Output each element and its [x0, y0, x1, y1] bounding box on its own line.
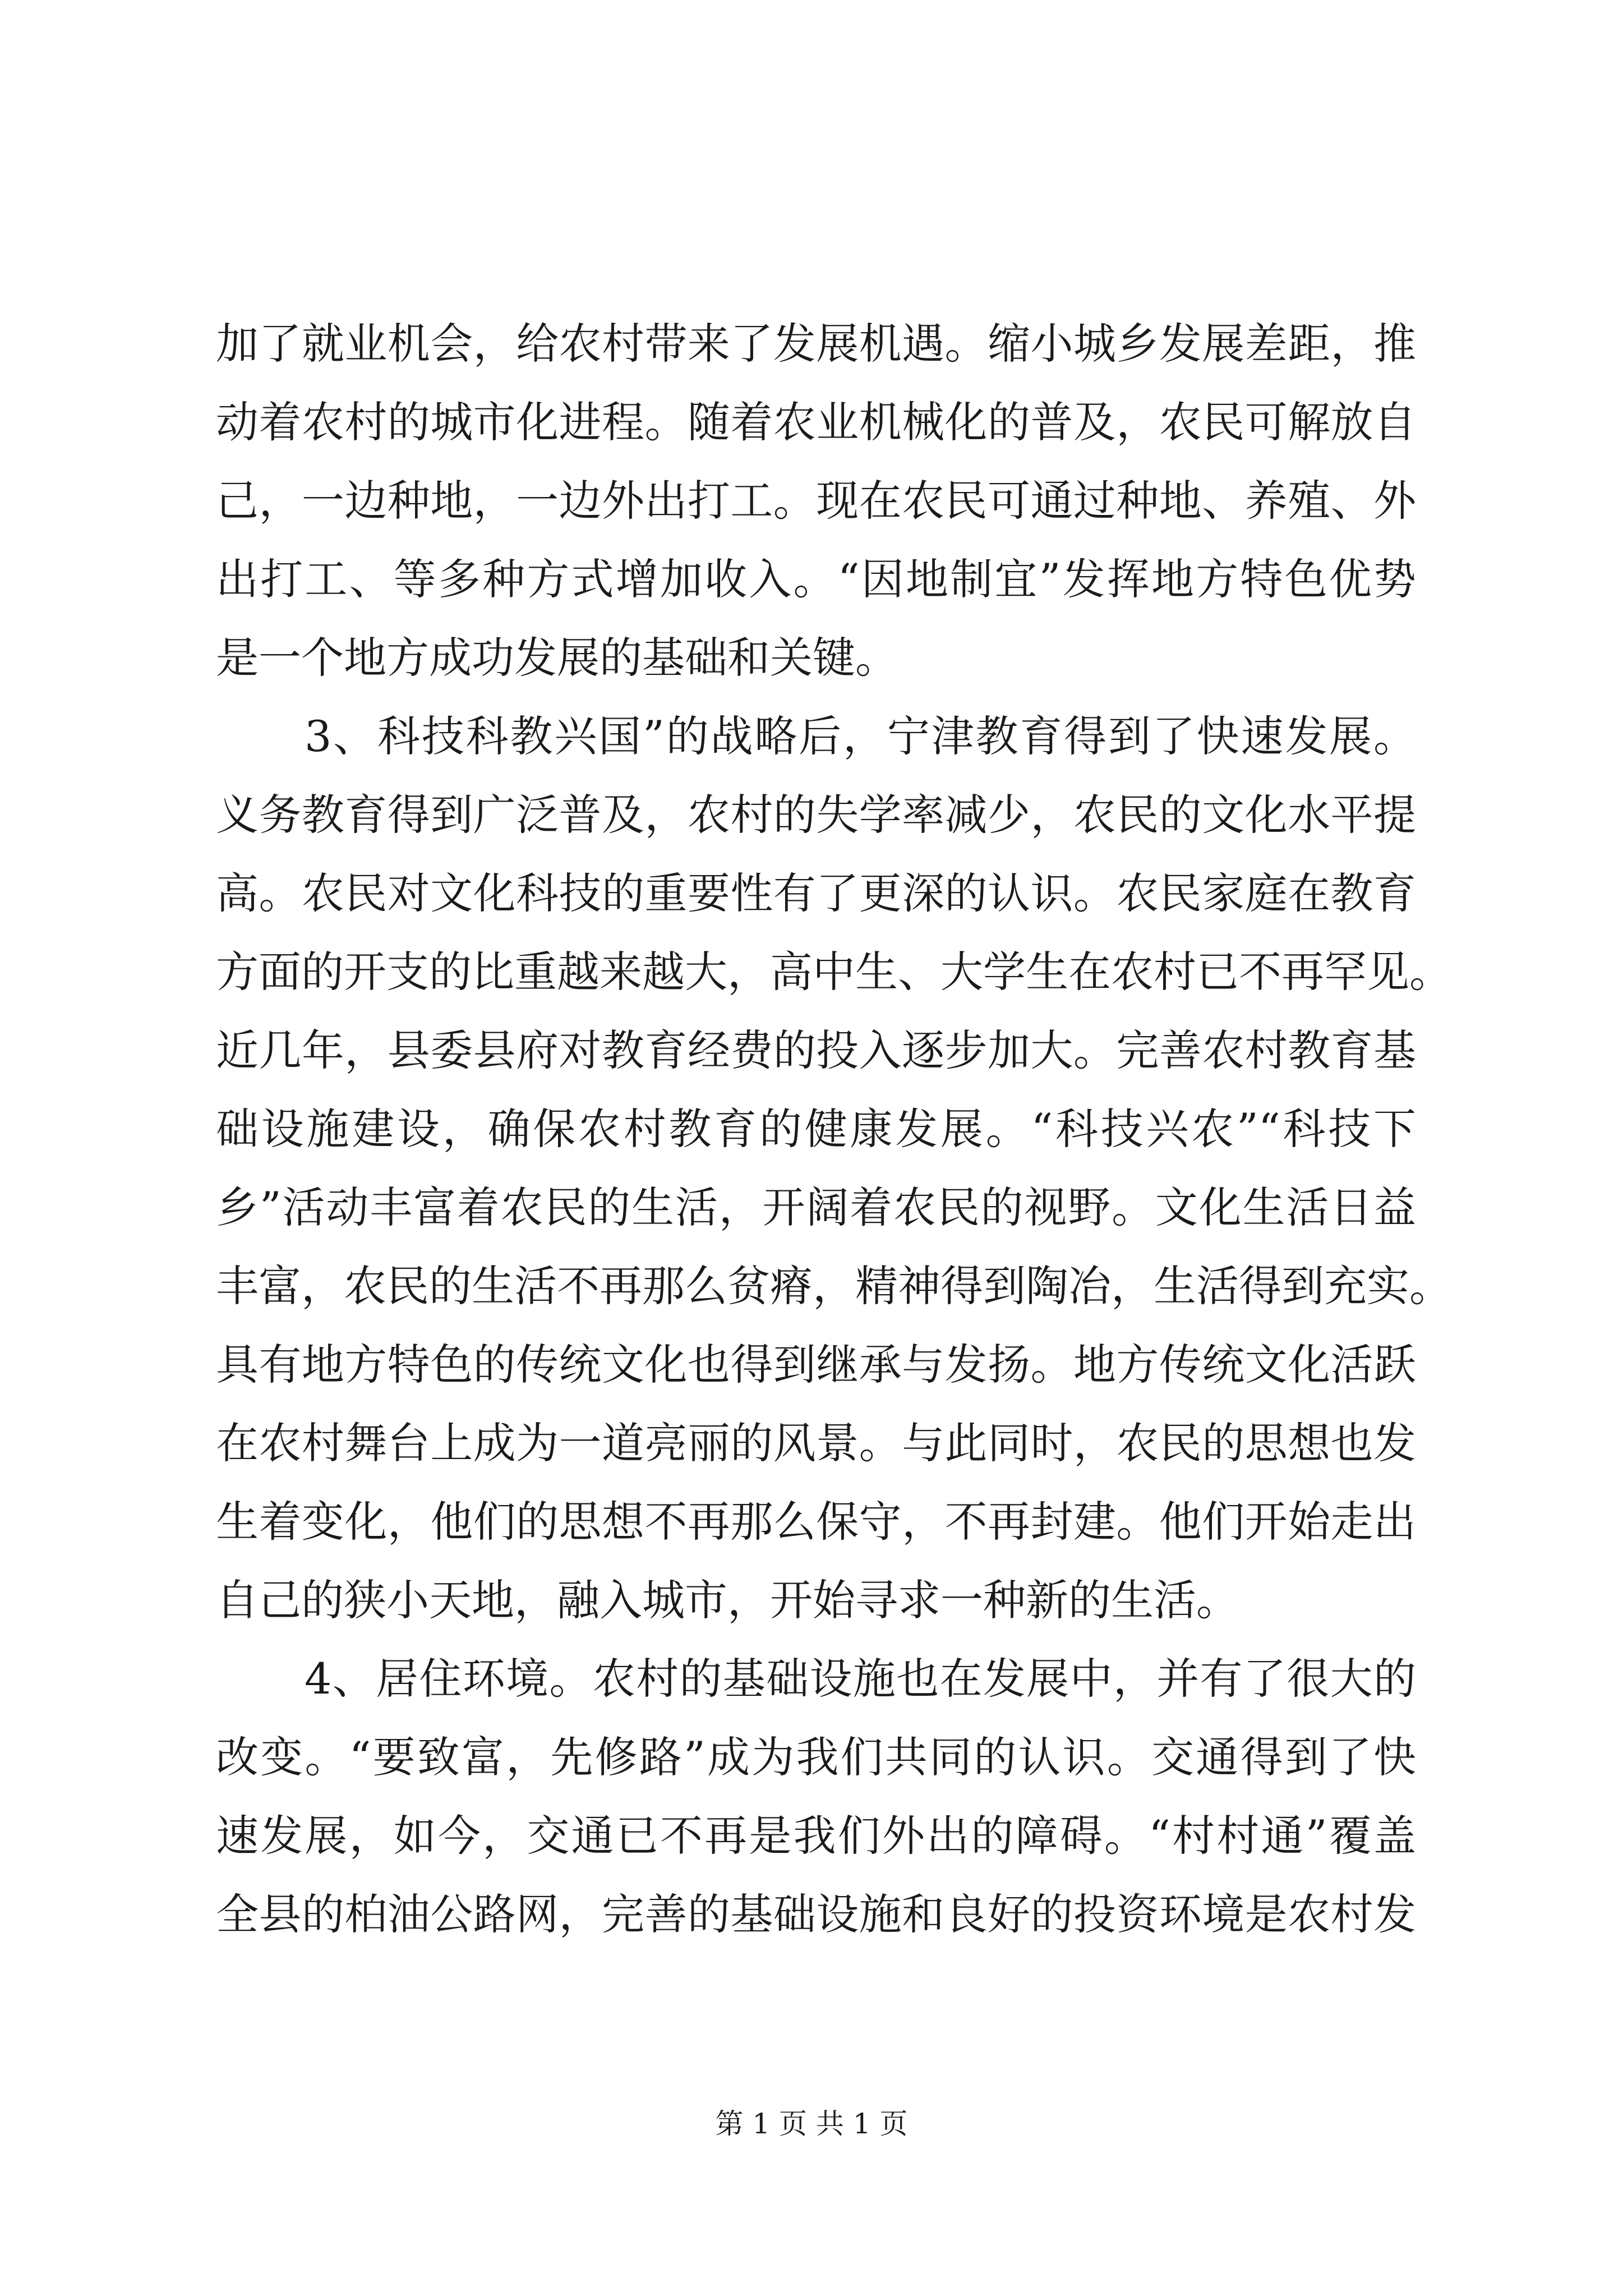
text-line: 乡”活动丰富着农民的生活，开阔着农民的视野。文化生活日益	[216, 1182, 1416, 1232]
text-line: 加了就业机会，给农村带来了发展机遇。缩小城乡发展差距，推	[216, 319, 1416, 369]
text-line: 4、居住环境。农村的基础设施也在发展中，并有了很大的	[305, 1654, 1416, 1704]
text-line: 近几年，县委县府对教育经费的投入逐步加大。完善农村教育基	[216, 1025, 1416, 1075]
text-line: 础设施建设，确保农村教育的健康发展。“科技兴农”“科技下	[216, 1104, 1416, 1154]
text-line: 出打工、等多种方式增加收入。“因地制宜”发挥地方特色优势	[216, 554, 1416, 604]
text-line: 高。农民对文化科技的重要性有了更深的认识。农民家庭在教育	[216, 868, 1416, 918]
text-line: 速发展，如今，交通已不再是我们外出的障碍。“村村通”覆盖	[216, 1811, 1416, 1861]
body-text	[216, 305, 1452, 1954]
text-line: 具有地方特色的传统文化也得到继承与发扬。地方传统文化活跃	[216, 1340, 1416, 1389]
text-line: 自己的狭小天地，融入城市，开始寻求一种新的生活。	[216, 1575, 1239, 1625]
text-line: 3、科技科教兴国”的战略后，宁津教育得到了快速发展。	[305, 711, 1416, 761]
text-line: 动着农村的城市化进程。随着农业机械化的普及，农民可解放自	[216, 397, 1416, 447]
page-footer: 第 1 页 共 1 页	[715, 2108, 908, 2140]
text-line: 方面的开支的比重越来越大，高中生、大学生在农村已不再罕见。	[216, 947, 1452, 997]
text-line: 改变。“要致富，先修路”成为我们共同的认识。交通得到了快	[216, 1732, 1416, 1782]
text-line: 义务教育得到广泛普及，农村的失学率减少，农民的文化水平提	[216, 790, 1416, 840]
text-line: 全县的柏油公路网，完善的基础设施和良好的投资环境是农村发	[216, 1889, 1416, 1939]
text-line: 在农村舞台上成为一道亮丽的风景。与此同时，农民的思想也发	[216, 1418, 1416, 1468]
text-line: 是一个地方成功发展的基础和关键。	[216, 633, 898, 683]
text-line: 生着变化，他们的思想不再那么保守，不再封建。他们开始走出	[216, 1497, 1416, 1547]
text-line: 丰富，农民的生活不再那么贫瘠，精神得到陶冶，生活得到充实。	[216, 1261, 1452, 1311]
text-line: 己，一边种地，一边外出打工。现在农民可通过种地、养殖、外	[216, 476, 1416, 526]
